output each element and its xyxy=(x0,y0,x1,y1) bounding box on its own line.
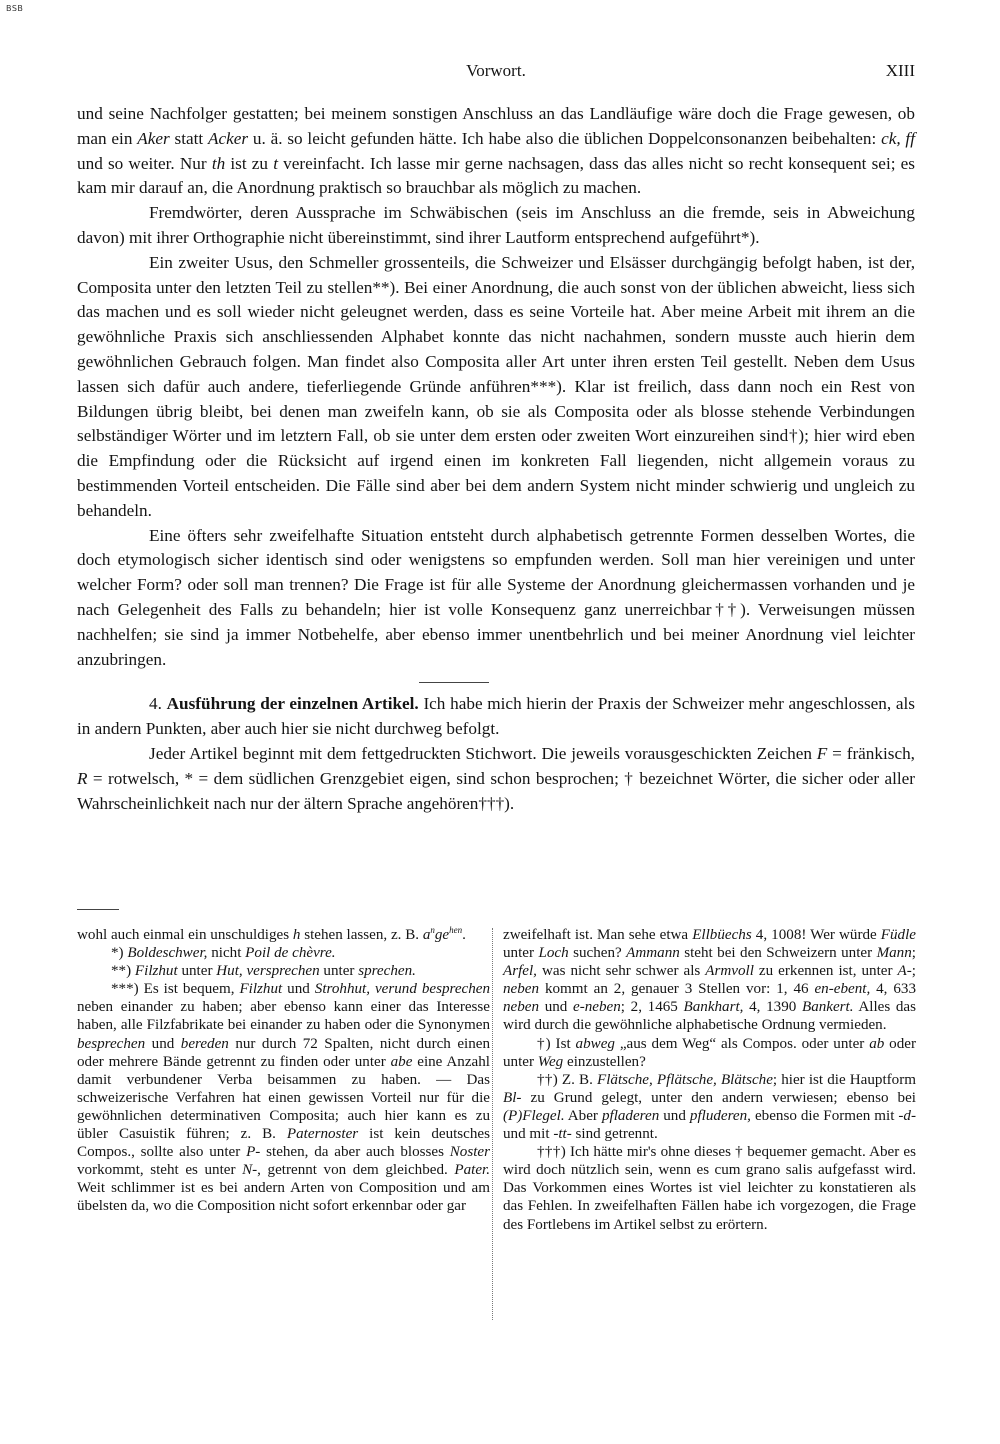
italic-run: e-neben xyxy=(573,999,621,1016)
text-run: und xyxy=(659,1107,690,1124)
text-run: ist zu xyxy=(225,153,274,173)
italic-run: Mann xyxy=(876,945,912,962)
italic-run: pfluderen, xyxy=(689,1107,751,1124)
text-run: **) xyxy=(111,963,135,980)
paragraph-2: Fremdwörter, deren Aussprache im Schwäbischen (seis im Anschluss an die fremde, seis in Abweichung davon) mit ihrer Orthographie nicht übereinstimmt, sind ihrer Lautform entsprechend aufgeführt*). xyxy=(77,203,915,247)
italic-run: en-ebent, xyxy=(814,981,871,998)
text-run: suchen? xyxy=(568,945,627,962)
paragraph-5 xyxy=(77,692,915,742)
text-run: und seine Nachfolger gestatten; bei meinem sonstigen Anschluss an das Landläufige wäre doch die Frage gewesen, ob man ein xyxy=(77,104,915,148)
italic-run: -d- xyxy=(898,1107,916,1124)
italic-run: Bankhart, xyxy=(683,999,744,1016)
footnote-2 xyxy=(77,962,490,980)
italic-run: Filzhut xyxy=(134,963,178,980)
text-run: stehen, da aber auch blosses xyxy=(260,1144,450,1161)
section-number: 4. xyxy=(149,694,162,714)
italic-run: Filzhut xyxy=(239,981,283,998)
text-run: ge xyxy=(434,927,450,943)
text-run: Alles das wird durch die gewöhnliche alphabetische Ordnung vermieden. xyxy=(503,999,917,1034)
text-run: zu Grund gelegt, unter den andern verwiesen; ebenso bei xyxy=(521,1089,916,1106)
text-run: kommt an 2, genauer 3 Stellen vor: 1, 46 xyxy=(539,981,815,998)
italic-run xyxy=(422,924,463,943)
text-run: wohl auch einmal ein unschuldiges xyxy=(77,927,293,943)
paragraph-1 xyxy=(77,102,915,201)
italic-run: Ammann xyxy=(626,945,680,962)
italic-run: A- xyxy=(897,963,912,980)
text-run: sind getrennt. xyxy=(571,1126,658,1143)
text-run: nur durch 72 Spalten, nicht durch einen oder mehrere Bände getrennt zu finden oder unter xyxy=(77,1035,491,1070)
text-run: 4, 1008! Wer würde xyxy=(751,927,881,943)
italic-run: Füdle xyxy=(880,927,916,943)
text-run: zu erkennen ist, unter xyxy=(753,963,898,980)
footnote-rule xyxy=(77,909,119,910)
text-run: ; 2, 1465 xyxy=(620,999,684,1016)
superscript: hen xyxy=(449,924,463,935)
text-run: ; xyxy=(911,963,916,980)
text-run: „aus dem Weg“ als Compos. oder unter xyxy=(614,1035,870,1052)
italic-run: t xyxy=(273,153,278,173)
italic-run: Bankert. xyxy=(801,999,854,1016)
footnote-1 xyxy=(77,944,490,962)
italic-run: Boldeschwer, xyxy=(127,945,208,962)
text-run: ††) Z. B. xyxy=(537,1071,598,1088)
paragraph-4: Eine öfters sehr zweifelhafte Situation entsteht durch alphabetisch getrennte Formen desselben Wortes, die doch etymologisch sicher identisch sind oder wenigstens so empfunden werden. Soll man hier vereinigen und unter welcher Form? oder soll man trennen? Die Frage ist für alle Systeme der Anordnung gleichermassen vorhanden und je nach Gelegenheit des Falls zu behandeln; hier ist volle Konsequenz ganz unerreichbar††). Verweisungen müssen nachhelfen; sie sind ja immer Notbehelfe, aber ebenso immer unentbehrlich und bei meiner Anordnung viel leichter anzubringen. xyxy=(77,525,915,669)
text-run: 4, 1390 xyxy=(743,999,802,1016)
italic-run: Weg xyxy=(537,1053,564,1070)
italic-run: Poil de chèvre. xyxy=(245,945,336,962)
italic-run: Armvoll xyxy=(705,963,754,980)
italic-run: R xyxy=(77,768,88,788)
italic-run: Aker xyxy=(137,128,170,148)
text-run: vorkommt, steht es unter xyxy=(77,1162,243,1179)
page-number: XIII xyxy=(885,61,915,80)
text-run: einzustellen? xyxy=(563,1053,646,1070)
running-header xyxy=(77,61,915,83)
section-heading: Ausführung der einzelnen Artikel. xyxy=(166,694,419,714)
italic-run: th xyxy=(211,153,226,173)
italic-run: sprechen. xyxy=(358,963,416,980)
footnote-continuation xyxy=(503,926,916,1035)
text-run: †) Ist xyxy=(537,1035,576,1052)
italic-run: Acker xyxy=(207,128,249,148)
italic-run: Bl- xyxy=(503,1089,522,1106)
column-separator xyxy=(492,928,493,1320)
text-run: stehen lassen, z. B. xyxy=(300,927,423,943)
italic-run: besprechen xyxy=(77,1035,146,1052)
text-run: nicht xyxy=(207,945,246,962)
text-run: Weit schlimmer ist es bei andern Arten von Composition und am übelsten da, wo die Composition nicht sofort erkennbar oder gar xyxy=(77,1180,490,1215)
italic-run: h xyxy=(292,927,301,943)
footnote-3 xyxy=(77,980,490,1215)
footnotes-left-column xyxy=(77,926,490,1216)
text-run: vereinfacht. Ich lasse mir gerne nachsagen, dass das alles nicht so recht konsequent sei; es kam mir darauf an, die Anordnung praktisch so brauchbar als möglich zu machen. xyxy=(77,153,915,198)
italic-run: Strohhut, verund besprechen xyxy=(314,981,491,998)
text-run: Aber xyxy=(564,1107,602,1124)
italic-run: Noster xyxy=(449,1144,490,1161)
italic-run: neben xyxy=(503,999,540,1016)
italic-run: pfladeren xyxy=(601,1107,660,1124)
italic-run: P- xyxy=(246,1144,261,1161)
text-run: ebenso die Formen mit xyxy=(750,1107,899,1124)
text-run: neben einander zu haben; aber ebenso kann einer das Interesse haben, alle Filzfabrikate bei einander zu haben oder die Synonymen xyxy=(77,999,490,1034)
superscript: n xyxy=(430,924,435,935)
text-run: Ich habe mich hierin der Praxis der Schweizer mehr angeschlossen, als in andern Punkten, aber auch hier sie nicht durchweg befolgt. xyxy=(77,694,915,739)
footnote-5 xyxy=(503,1071,916,1143)
footnotes-right-column xyxy=(503,926,916,1234)
italic-run: neben xyxy=(503,981,540,998)
italic-run: F xyxy=(816,743,828,763)
section-divider xyxy=(419,682,489,683)
footnote-4 xyxy=(503,1035,916,1071)
text-run: statt xyxy=(169,128,208,148)
text-run: und xyxy=(145,1035,181,1052)
italic-run: Arfel, xyxy=(503,963,537,980)
italic-run: Paternoster xyxy=(286,1126,359,1143)
text-run: ist kein deutsches Compos., sollte also unter xyxy=(77,1126,490,1161)
text-run: oder unter xyxy=(503,1035,916,1070)
text-run: a xyxy=(422,927,431,943)
italic-run: N- xyxy=(242,1162,258,1179)
text-run: eine Anzahl damit verbundener Verba beisammen zu haben. — Das schweizerische Verfahren hat einen gewissen Vorteil nur für die gewöhnlichen determinativen Composita; auch hier kann es zu übler Casuistik führen; z. B. xyxy=(77,1053,490,1143)
text-run: . xyxy=(462,927,466,943)
italic-run: Flätsche, Pflätsche, Blätsche xyxy=(597,1071,773,1088)
text-run: ; xyxy=(911,945,916,962)
text-run: = fränkisch, xyxy=(827,743,915,763)
text-run: = rotwelsch, * = dem südlichen Grenzgebiet eigen, sind schon besprochen; † bezeichnet Wörter, die sicher oder aller Wahrscheinlichkeit nach nur der ältern Sprache angehören†††). xyxy=(77,768,915,813)
text-run: Jeder Artikel beginnt mit dem fettgedruckten Stichwort. Die jeweils vorausgeschickten Zeichen xyxy=(149,743,817,763)
text-run: unter xyxy=(177,963,217,980)
running-title: Vorwort. xyxy=(466,61,526,80)
text-run: *) xyxy=(111,945,128,962)
italic-run: Loch xyxy=(538,945,569,962)
main-text xyxy=(77,102,915,816)
paragraph-6 xyxy=(77,742,915,816)
text-run: u. ä. so leicht gefunden hätte. Ich habe also die üblichen Doppelconsonanzen beibehalten: xyxy=(248,128,882,148)
italic-run: abe xyxy=(390,1053,413,1070)
italic-run: Pater. xyxy=(454,1162,490,1179)
text-run: und mit xyxy=(503,1126,554,1143)
text-run: was nicht sehr schwer als xyxy=(536,963,706,980)
italic-run: Ellbüechs xyxy=(692,927,752,943)
italic-run: Hut, versprechen xyxy=(216,963,320,980)
text-run: ; hier ist die Hauptform xyxy=(772,1071,916,1088)
text-run: ***) Es ist bequem, xyxy=(111,981,240,998)
text-run: 4, 633 xyxy=(870,981,917,998)
text-run: und so weiter. Nur xyxy=(77,153,212,173)
text-run: zweifelhaft ist. Man sehe etwa xyxy=(503,927,693,943)
italic-run: -tt- xyxy=(553,1126,572,1143)
footnote-6: †††) Ich hätte mir's ohne dieses † bequemer gemacht. Aber es wird doch nützlich sein, wenn es cum grano salis aufgefasst wird. Das Vorkommen eines Wortes ist viel leichter zu konstatieren als das Fehlen. In zweifelhaften Fällen habe ich vorgezogen, die Frage des Fortlebens im Artikel selbst zu erörtern. xyxy=(503,1144,916,1233)
text-run: und xyxy=(282,981,315,998)
text-run: und xyxy=(539,999,574,1016)
italic-run: bereden xyxy=(180,1035,229,1052)
paragraph-3: Ein zweiter Usus, den Schmeller grossenteils, die Schweizer und Elsässer durchgängig befolgt haben, ist der, Composita unter den letzten Teil zu stellen**). Bei einer Anordnung, die auch sonst von der üblichen abweicht, liess sich das machen und es soll wieder nicht geleugnet werden, dass es seine Vorteile hat. Aber meine Arbeit mit ihrem an die gewöhnliche Praxis sich anschliessenden Alphabet konnte das nicht nachahmen, sondern musste auch hierin dem gewöhnlichen Gebrauch folgen. Man findet also Composita aller Art unter ihren ersten Teil gestellt. Neben dem Usus lassen sich dafür auch andere, tieferliegende Gründe anführen***). Klar ist freilich, dass dann noch ein Rest von Bildungen übrig bleibt, bei denen man zweifeln kann, ob sie als Composita oder als blosse stehende Verbindungen selbständiger Wörter und im letztern Fall, ob sie unter dem ersten oder zweiten Wort einzureihen sind†); hier wird eben die Empfindung oder die Rücksicht auf irgend einen im konkreten Fall liegenden, nicht allgemein voraus zu bestimmenden Vorteil entscheiden. Die Fälle sind aber bei dem andern System nicht minder schwierig und ungleich zu behandeln. xyxy=(77,252,915,520)
text-run: steht bei den Schweizern unter xyxy=(679,945,877,962)
text-run: , getrennt von dem gleichbed. xyxy=(257,1162,455,1179)
text-run: unter xyxy=(319,963,359,980)
footnote-continuation xyxy=(77,926,490,944)
library-stamp: BSB xyxy=(6,4,24,13)
italic-run: abweg xyxy=(575,1035,615,1052)
italic-run: ab xyxy=(869,1035,885,1052)
italic-run: ck, ff xyxy=(881,128,915,148)
italic-run: (P)Flegel. xyxy=(503,1107,565,1124)
text-run: unter xyxy=(503,945,539,962)
